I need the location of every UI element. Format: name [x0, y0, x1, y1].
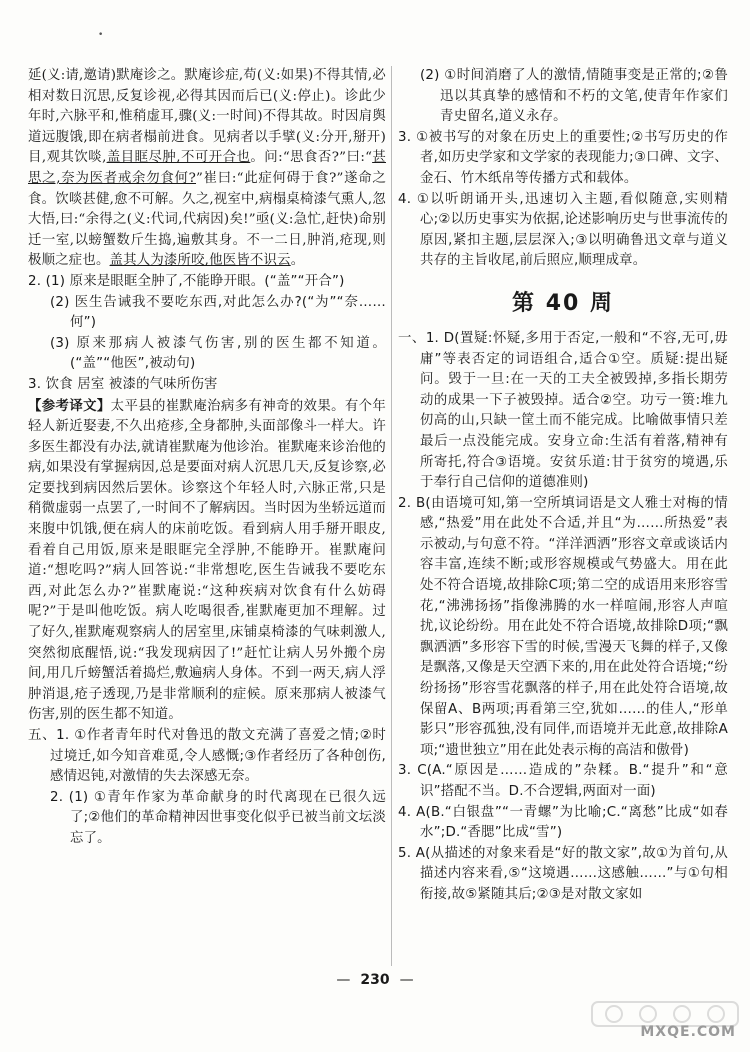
underlined-sentence-3: 盖其人为漆所咬,他医皆不识云: [109, 253, 291, 269]
right-column: [398, 66, 728, 906]
answer-5-3: 3. ①被书写的对象在历史上的重要性;②书写历史的作者,如历史学家和文学家的表现能力;③口碑、文字、金石、竹木纸帛等传播方式和载体。: [398, 129, 728, 186]
answer-2-2: (2) 医生告诫我不要吃东西,对此怎么办?(“为”“奈……何”): [50, 294, 386, 331]
week-heading: 第 40 周: [512, 290, 614, 316]
answer-5-1: 五、1. ①作者青年时代对鲁迅的散文充满了喜爱之情;②时过境迁,如今知音难觅,令人感慨;③作者经历了各种创伤,感情迟钝,对激情的失去深感无奈。: [28, 728, 386, 785]
answer-week40-3: 3. C(A.“原因是……造成的”杂糅。B.“提升”和“意识”搭配不当。D.不合逻辑,两面对一面): [398, 763, 728, 799]
reference-translation: 【参考译文】太平县的崔默庵治病多有神奇的效果。有个年轻人新近娶妻,不久出疮疹,全身都肿,头面部像斗一样大。许多医生都没有办法,就请崔默庵为他诊治。崔默庵来诊治他的病,如果没有掌握病因,总是要面对病人沉思几天,反复诊察,必定要找到病因然后罢休。诊察这个年轻人时,六脉正常,只是稍微虚弱一点罢了,一时间不了解病因。当时因为坐轿远道而来腹中饥饿,便在病人的床前吃饭。看到病人用手掰开眼皮,看着自己用饭,原来是眼眶完全浮肿,不能睁开。崔默庵问道:“想吃吗?”病人回答说:“非常想吃,医生告诫我不要吃东西,对此怎么办?”崔默庵说:“这种疾病对饮食有什么妨碍呢?”于是叫他吃饭。病人吃喝很香,崔默庵更加不理解。过了好久,崔默庵观察病人的居室里,床铺桌椅漆的气味刺激人,突然彻底醒悟,说:“我发现病因了!”赶忙让病人另外搬个房间,用几斤螃蟹活着捣烂,敷遍病人身体。不到一两天,病人浮肿消退,疮子透现,乃是非常顺利的症候。原来那病人被漆气伤害,别的医生都不知道。: [28, 397, 387, 723]
answer-week40-5: 5. A(从描述的对象来看是“好的散文家”,故①为首句,从描述内容来看,⑤“这境遇……这感触……”与①句相衔接,故⑤紧随其后;②③是对散文家如: [398, 845, 728, 902]
page-number: 230: [360, 972, 390, 988]
reference-label: 【参考译文】: [28, 397, 111, 414]
corner-mark: •: [98, 30, 104, 40]
answer-5-2-2: (2) ①时间消磨了人的激情,情随事变是正常的;②鲁迅以其真挚的感情和不朽的文笔,使青年作家们青史留名,道义永存。: [420, 68, 728, 125]
answer-2-1: 2. (1) 原来是眼眶全肿了,不能睁开眼。(“盖”“开合”): [28, 273, 345, 289]
underlined-sentence-2: 甚思之,奈为医者戒余勿食何?: [28, 150, 386, 186]
column-divider: [391, 66, 392, 966]
passage-paragraph: 延(义:请,邀请)默庵诊之。默庵诊症,苟(义:如果)不得其情,必相对数日沉思,反复诊视,必得其因而后已(义:停止)。诊此少年时,六脉平和,惟稍虚耳,骤(义:一时间)不得其故。时因肩舆道远腹饿,即在病者榻前进食。见病者以手擘(义:分开,掰开)目,观其饮啖,盖目眶尽肿,不可开合也。问:“思食否?”曰:“甚思之,奈为医者戒余勿食何?”崔曰:“此症何碍于食?”遂命之食。饮啖甚健,愈不可解。久之,视室中,病榻桌椅漆气熏人,忽大悟,曰:“余得之(义:代词,代病因)矣!”亟(义:急忙,赶快)命别迁一室,以螃蟹数斤生捣,遍敷其身。不一二日,肿消,疮现,则极顺之症也。盖其人为漆所咬,他医皆不识云。: [28, 68, 386, 269]
answer-2-3: (3) 原来那病人被漆气伤害,别的医生都不知道。(“盖”“他医”,被动句): [50, 335, 386, 372]
watermark-text: MXQE.COM: [640, 1024, 736, 1040]
page-footer: — 230 —: [336, 972, 414, 988]
underlined-sentence-1: 盖目眶尽肿,不可开合也: [106, 150, 251, 166]
answer-week40-2: 2. B(由语境可知,第一空所填词语是文人雅士对梅的情感,“热爱”用在此处不合适,并且“为……所热爱”表示被动,与句意不符。“洋洋洒洒”形容文章或谈话内容丰富,连续不断;或形容规模或气势盛大。用在此处不符合语境,故排除C项;第二空的成语用来形容雪花,“沸沸扬扬”指像沸腾的水一样喧闹,形容人声喧扰,议论纷纷。用在此处不符合语境,故排除D项;“飘飘洒洒”多形容下雪的时候,雪漫天飞舞的样子,又像是飘落,又像是天空洒下来的,用在此处符合语境;“纷纷扬扬”形容雪花飘落的样子,用在此处符合语境,故保留A、B两项;再看第三空,犹如……的佳人,“形单影只”形容孤独,没有同伴,而语境并无此意,故排除A项;“遗世独立”用在此处表示梅的高洁和傲骨): [398, 495, 728, 758]
answer-5-2: 2. (1) ①青年作家为革命献身的时代离现在已很久远了;②他们的革命精神因世事变化似乎已被当前文坛淡忘了。: [50, 789, 386, 846]
answer-week40-4: 4. A(B.“白银盘”“一青螺”为比喻;C.“离愁”比成“如春水”;D.“香腮”比成“雪”): [398, 804, 728, 841]
answer-3: 3. 饮食 居室 被漆的气味所伤害: [28, 376, 218, 392]
left-column: [28, 66, 386, 850]
answer-5-4: 4. ①以听朗诵开头,迅速切入主题,看似随意,实则精心;②以历史事实为依据,论述影响历史与世事流传的原因,紧扣主题,层层深入;③以明确鲁迅文章与道义共存的主旨收尾,前后照应,顺理成章。: [398, 191, 728, 269]
answer-week40-1: 一、1. D(置疑:怀疑,多用于否定,一般和“不容,无可,毋庸”等表否定的词语组合,适合①空。质疑:提出疑问。毁于一旦:在一天的工夫全被毁掉,多指长期劳动的成果一下子被毁掉。适合②空。功亏一篑:堆九仞高的山,只缺一筐土而不能完成。比喻做事情只差最后一点没能完成。安身立命:生活有着落,精神有所寄托,符合③语境。安贫乐道:甘于贫穷的境遇,乐于奉行自己信仰的道德准则): [398, 330, 728, 491]
